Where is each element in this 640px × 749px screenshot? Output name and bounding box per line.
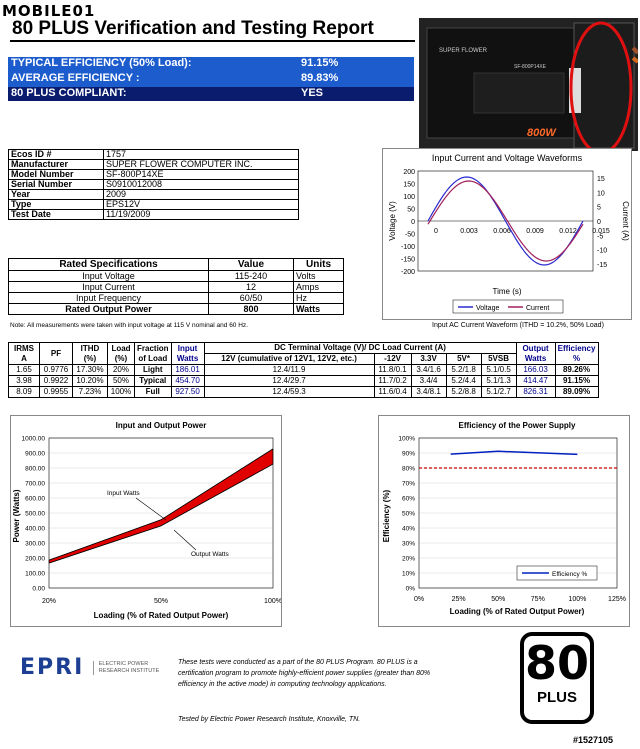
eff-row-typical bbox=[8, 57, 414, 72]
wave-ytick: -50 bbox=[404, 231, 415, 239]
table-cell: 414.47 bbox=[516, 376, 555, 387]
wave-xlabel: Time (s) bbox=[492, 287, 522, 296]
info-value: EPS12V bbox=[104, 200, 299, 210]
info-key: Serial Number bbox=[9, 180, 104, 190]
col-irms-label: IRMS bbox=[14, 343, 34, 353]
psu-photo-drawing bbox=[419, 18, 638, 151]
epri-sub2: RESEARCH INSTITUTE bbox=[98, 667, 160, 674]
power-xlabel: Loading (% of Rated Output Power) bbox=[93, 611, 229, 620]
col-load: Load (%) bbox=[108, 343, 135, 365]
eff-label: TYPICAL EFFICIENCY (50% Load): bbox=[11, 57, 192, 69]
table-cell: 12.4/59.3 bbox=[204, 387, 374, 398]
wave-ytick: 50 bbox=[407, 206, 415, 214]
wave-ytick: 100 bbox=[403, 194, 415, 201]
power-svg bbox=[11, 416, 281, 626]
epri-sub1: ELECTRIC POWER bbox=[98, 660, 149, 667]
table-cell: Typical bbox=[135, 376, 172, 387]
wave-xtick: 0.012 bbox=[559, 228, 577, 235]
table-row bbox=[9, 376, 599, 387]
device-info-table bbox=[8, 149, 299, 220]
power-ytick: 900.00 bbox=[25, 450, 45, 458]
wave-legend-voltage: Voltage bbox=[476, 305, 500, 312]
info-row bbox=[9, 170, 299, 180]
col-pf: PF bbox=[40, 343, 73, 365]
table-cell: 20% bbox=[108, 365, 135, 376]
rated-specifications-table bbox=[8, 258, 344, 315]
info-value: S0910012008 bbox=[104, 180, 299, 190]
table-cell: 10.20% bbox=[73, 376, 108, 387]
footer-line2: certification program to promote highly-efficient power supplies (greater than 80% bbox=[178, 670, 431, 677]
spec-key: Input Voltage bbox=[9, 271, 209, 282]
page-title: 80 PLUS Verification and Testing Report bbox=[12, 18, 374, 39]
spec-value: 115-240 bbox=[209, 271, 294, 282]
spec-unit: Watts bbox=[294, 304, 344, 315]
info-key: Model Number bbox=[9, 170, 104, 180]
power-loss-area bbox=[49, 449, 273, 563]
table-cell: 5.1/1.3 bbox=[481, 376, 516, 387]
badge-plus: PLUS bbox=[536, 689, 577, 706]
watermark-logo: MOBILE01 bbox=[2, 2, 96, 20]
badge-number: 80 bbox=[524, 636, 589, 690]
efficiency-svg bbox=[379, 416, 629, 626]
wave-y2tick: 15 bbox=[597, 176, 605, 184]
col-12v: 12V (cumulative of 12V1, 12V2, etc.) bbox=[204, 354, 374, 365]
table-cell: 5.1/2.7 bbox=[481, 387, 516, 398]
power-ylabel: Power (Watts) bbox=[12, 489, 21, 543]
specs-header: Units bbox=[294, 259, 344, 271]
eff-ytick: 100% bbox=[398, 435, 415, 443]
col-input-watts: Input Watts bbox=[171, 343, 204, 365]
eff-row-compliant bbox=[8, 87, 414, 101]
eff-value: 91.15% bbox=[301, 57, 339, 69]
table-cell: 186.01 bbox=[171, 365, 204, 376]
wave-ytick: 0 bbox=[411, 219, 415, 226]
col-dc-terminal: DC Terminal Voltage (V)/ DC Load Current (A) bbox=[204, 343, 516, 354]
info-key: Year bbox=[9, 190, 104, 200]
eff-xlabel: Loading (% of Rated Output Power) bbox=[449, 607, 585, 616]
footer-line1: These tests were conducted as a part of the 80 PLUS Program. 80 PLUS is a bbox=[178, 659, 418, 666]
tested-by: Tested by Electric Power Research Institute, Knoxville, TN. bbox=[178, 716, 361, 723]
info-value: SUPER FLOWER COMPUTER INC. bbox=[104, 160, 299, 170]
info-value: SF-800P14XE bbox=[104, 170, 299, 180]
col-output-watts: Output Watts bbox=[516, 343, 555, 365]
info-row bbox=[9, 210, 299, 220]
power-ytick: 500.00 bbox=[25, 510, 45, 518]
table-cell: 8.09 bbox=[9, 387, 40, 398]
info-key: Ecos ID # bbox=[9, 150, 104, 160]
col-irms bbox=[9, 343, 40, 365]
wave-y2tick: -15 bbox=[597, 261, 608, 269]
eff-ytick: 10% bbox=[401, 570, 415, 578]
power-annotation-output: Output Watts bbox=[191, 551, 229, 558]
spec-unit: Amps bbox=[294, 282, 344, 293]
spec-row bbox=[9, 304, 344, 315]
power-ytick: 700.00 bbox=[25, 480, 45, 488]
wave-xtick: 0.006 bbox=[493, 228, 511, 235]
test-results-table bbox=[8, 342, 599, 398]
spec-row bbox=[9, 282, 344, 293]
table-cell: 50% bbox=[108, 376, 135, 387]
wave-ytick: -200 bbox=[400, 269, 415, 276]
eff-ytick: 50% bbox=[401, 510, 415, 518]
table-cell: 826.31 bbox=[516, 387, 555, 398]
table-cell: 17.30% bbox=[73, 365, 108, 376]
eff-title: Efficiency of the Power Supply bbox=[458, 421, 576, 430]
spec-key: Input Frequency bbox=[9, 293, 209, 304]
eff-label: 80 PLUS COMPLIANT: bbox=[11, 87, 127, 99]
table-cell: 12.4/11.9 bbox=[204, 365, 374, 376]
wave-title: Input Current and Voltage Waveforms bbox=[431, 153, 583, 163]
power-ytick: 1000.00 bbox=[21, 435, 45, 443]
measurement-note: Note: All measurements were taken with input voltage at 115 V nominal and 60 Hz. bbox=[10, 322, 248, 329]
eff-xtick: 0% bbox=[413, 596, 425, 603]
col-irms-unit: A bbox=[21, 353, 27, 363]
eff-ytick: 80% bbox=[401, 465, 415, 473]
psu-photo bbox=[419, 18, 638, 151]
table-cell: 0.9776 bbox=[40, 365, 73, 376]
wave-xtick: 0 bbox=[434, 228, 438, 235]
footer-text bbox=[178, 657, 430, 690]
psu-model: SF-800P14XE bbox=[514, 64, 546, 70]
eff-xtick: 75% bbox=[530, 596, 545, 603]
eff-ytick: 30% bbox=[401, 540, 415, 548]
psu-wattage: 800W bbox=[527, 127, 556, 139]
eff-value: YES bbox=[301, 87, 324, 99]
table-cell: 3.4/4 bbox=[411, 376, 446, 387]
spec-row bbox=[9, 293, 344, 304]
col-5vsb: 5VSB bbox=[481, 354, 516, 365]
table-cell: 89.09% bbox=[555, 387, 598, 398]
table-cell: 3.4/1.6 bbox=[411, 365, 446, 376]
efficiency-summary bbox=[8, 57, 414, 101]
table-cell: 927.50 bbox=[171, 387, 204, 398]
spec-value: 60/50 bbox=[209, 293, 294, 304]
eff-ylabel: Efficiency (%) bbox=[382, 489, 391, 543]
col-3v3: 3.3V bbox=[411, 354, 446, 365]
eff-xtick: 100% bbox=[568, 596, 587, 603]
wave-legend-current: Current bbox=[526, 305, 550, 312]
power-ytick: 600.00 bbox=[25, 495, 45, 503]
table-cell: 3.4/8.1 bbox=[411, 387, 446, 398]
power-annotation-input: Input Watts bbox=[107, 490, 140, 497]
power-annotation-input-arrow bbox=[136, 498, 166, 520]
info-row bbox=[9, 160, 299, 170]
psu-brand: SUPER FLOWER bbox=[439, 48, 488, 54]
efficiency-chart bbox=[378, 415, 630, 627]
table-cell: 5.1/0.5 bbox=[481, 365, 516, 376]
epri-logo bbox=[20, 655, 159, 680]
power-ytick: 300.00 bbox=[25, 540, 45, 548]
wave-y2tick: 10 bbox=[597, 190, 605, 198]
spec-unit: Hz bbox=[294, 293, 344, 304]
spec-value: 800 bbox=[209, 304, 294, 315]
table-cell: Full bbox=[135, 387, 172, 398]
eff-ytick: 0% bbox=[405, 585, 415, 593]
table-cell: 5.2/4.4 bbox=[446, 376, 481, 387]
wave-ytick: -150 bbox=[400, 256, 415, 264]
wave-xtick: 0.009 bbox=[526, 228, 544, 235]
eff-xtick: 125% bbox=[608, 596, 626, 603]
power-title: Input and Output Power bbox=[115, 421, 207, 430]
table-row bbox=[9, 387, 599, 398]
table-cell: 7.23% bbox=[73, 387, 108, 398]
info-row bbox=[9, 190, 299, 200]
table-cell: 454.70 bbox=[171, 376, 204, 387]
wave-y2tick: -5 bbox=[597, 233, 604, 241]
power-input-line bbox=[49, 449, 273, 560]
eff-legend-label: Efficiency % bbox=[552, 571, 588, 578]
specs-header: Value bbox=[209, 259, 294, 271]
power-xtick: 50% bbox=[153, 598, 169, 605]
wave-y2label: Current (A) bbox=[621, 201, 630, 241]
table-cell: 11.8/0.1 bbox=[374, 365, 411, 376]
wave-xtick: 0.003 bbox=[460, 228, 478, 235]
info-row bbox=[9, 180, 299, 190]
eff-ytick: 90% bbox=[401, 450, 415, 458]
eff-ytick: 60% bbox=[401, 495, 415, 503]
power-annotation-output-arrow bbox=[174, 530, 196, 550]
eff-row-average bbox=[8, 72, 414, 87]
col-5v: 5V* bbox=[446, 354, 481, 365]
wave-ytick: 150 bbox=[403, 181, 415, 189]
info-value: 11/19/2009 bbox=[104, 210, 299, 220]
table-cell: 89.26% bbox=[555, 365, 598, 376]
table-row bbox=[9, 365, 599, 376]
eff-label: AVERAGE EFFICIENCY : bbox=[11, 72, 140, 84]
power-ytick: 200.00 bbox=[25, 555, 45, 563]
wave-ylabel: Voltage (V) bbox=[388, 201, 397, 241]
info-key: Type bbox=[9, 200, 104, 210]
wave-y2tick: -10 bbox=[597, 247, 608, 255]
spec-value: 12 bbox=[209, 282, 294, 293]
80plus-badge bbox=[520, 632, 594, 724]
waveform-caption: Input AC Current Waveform (ITHD = 10.2%, 50% Load) bbox=[432, 322, 604, 329]
info-key: Manufacturer bbox=[9, 160, 104, 170]
image-id: #1527105 bbox=[573, 735, 614, 745]
info-value: 1757 bbox=[104, 150, 299, 160]
eff-ytick: 70% bbox=[401, 480, 415, 488]
info-row bbox=[9, 150, 299, 160]
wave-ytick: -100 bbox=[400, 244, 415, 251]
eff-ytick: 40% bbox=[401, 525, 415, 533]
table-cell: 11.6/0.4 bbox=[374, 387, 411, 398]
table-cell: 91.15% bbox=[555, 376, 598, 387]
table-cell: 12.4/29.7 bbox=[204, 376, 374, 387]
table-cell: 5.2/1.8 bbox=[446, 365, 481, 376]
wave-ytick: 200 bbox=[403, 169, 415, 176]
specs-header: Rated Specifications bbox=[9, 259, 209, 271]
power-ytick: 800.00 bbox=[25, 465, 45, 473]
table-cell: 1.65 bbox=[9, 365, 40, 376]
eff-ytick: 20% bbox=[401, 555, 415, 563]
spec-row bbox=[9, 271, 344, 282]
title-rule bbox=[10, 40, 415, 42]
eff-xtick: 25% bbox=[451, 596, 466, 603]
waveform-svg bbox=[383, 149, 631, 319]
wave-xtick: 0.015 bbox=[592, 228, 610, 235]
power-ytick: 0.00 bbox=[32, 585, 45, 593]
table-cell: Light bbox=[135, 365, 172, 376]
eff-value: 89.83% bbox=[301, 72, 339, 84]
table-cell: 0.9922 bbox=[40, 376, 73, 387]
info-row bbox=[9, 200, 299, 210]
info-value: 2009 bbox=[104, 190, 299, 200]
spec-unit: Volts bbox=[294, 271, 344, 282]
power-ytick: 400.00 bbox=[25, 525, 45, 533]
col-ithd: ITHD (%) bbox=[73, 343, 108, 365]
table-cell: 166.03 bbox=[516, 365, 555, 376]
power-chart bbox=[10, 415, 282, 627]
col-efficiency: Efficiency % bbox=[555, 343, 598, 365]
power-xtick: 20% bbox=[41, 598, 57, 605]
epri-wordmark: EPRI bbox=[20, 655, 85, 680]
footer-line3: efficiency in the active mode) in computing technology applications. bbox=[178, 681, 387, 688]
col-fraction: Fraction of Load bbox=[135, 343, 172, 365]
table-cell: 11.7/0.2 bbox=[374, 376, 411, 387]
table-cell: 3.98 bbox=[9, 376, 40, 387]
wave-y2tick: 5 bbox=[597, 204, 601, 212]
col-neg12v: -12V bbox=[374, 354, 411, 365]
power-xtick: 100% bbox=[264, 598, 281, 605]
spec-key: Rated Output Power bbox=[9, 304, 209, 315]
waveform-chart bbox=[382, 148, 632, 320]
spec-key: Input Current bbox=[9, 282, 209, 293]
wave-y2tick: 0 bbox=[597, 219, 601, 226]
eff-xtick: 50% bbox=[491, 596, 506, 603]
power-ytick: 100.00 bbox=[25, 570, 45, 578]
table-cell: 0.9955 bbox=[40, 387, 73, 398]
table-cell: 100% bbox=[108, 387, 135, 398]
table-cell: 5.2/8.8 bbox=[446, 387, 481, 398]
info-key: Test Date bbox=[9, 210, 104, 220]
